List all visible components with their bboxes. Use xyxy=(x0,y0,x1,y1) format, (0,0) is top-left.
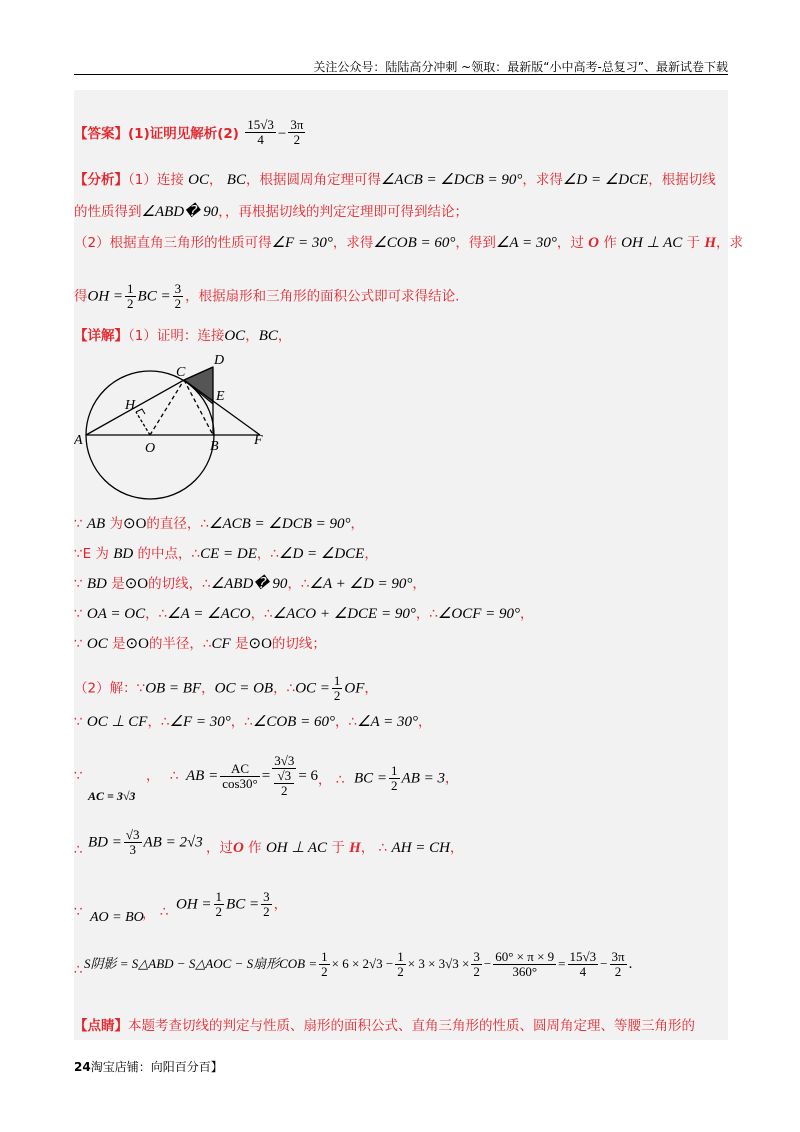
proof-line-2: ∵E 为 BD 的中点，∴CE = DE，∴∠D = ∠DCE， xyxy=(74,546,378,562)
label-d: D xyxy=(214,353,225,368)
part2-line-1: （2）解：∵OB = BF，OC = OB，∴OC = $\frac{1}{2}$ OF， xyxy=(74,673,378,703)
detail-label: 【详解】 xyxy=(74,328,128,344)
page-footer xyxy=(74,1058,223,1075)
label-a: A xyxy=(74,433,83,448)
label-h: H xyxy=(125,398,136,413)
proof-line-1: ∵ AB 为⊙O的直径，∴∠ACB = ∠DCB = 90°， xyxy=(74,516,364,532)
proof-line-3: ∵ BD 是⊙O的切线，∴∠ABD� 90，∴∠A + ∠D = 90°， xyxy=(74,576,426,592)
page-number: 24 xyxy=(74,1060,91,1074)
comment-line xyxy=(74,1016,695,1036)
answer-minus: − xyxy=(277,126,287,142)
answer-text: (1)证明见解析(2) xyxy=(128,126,239,142)
comment-label: 【点睛】 xyxy=(74,1018,128,1034)
page-header: 关注公众号：陆陆高分冲刺 ~领取：最新版“小中高考-总复习”、最新试卷下载 xyxy=(313,60,728,74)
line-oh xyxy=(136,412,150,435)
line-oc xyxy=(150,380,184,435)
analysis-line-3: （2）根据直角三角形的性质可得∠F = 30°，求得∠COB = 60°，得到∠A = 30°，过 O 作 OH ⊥ AC 于 H，求 xyxy=(74,235,744,251)
comment-text: 本题考查切线的判定与性质、扇形的面积公式、直角三角形的性质、圆周角定理、等腰三角形的 xyxy=(128,1018,695,1034)
header-divider xyxy=(74,74,728,75)
label-c: C xyxy=(176,365,186,380)
analysis-line-4: 得OH = $\frac{1}{2}$ BC = $\frac{3}{2}$ ，根据扇形和三角形的面积公式即可求得结论. xyxy=(74,281,460,311)
analysis-line-1: 【分析】（1）连接 OC， BC，根据圆周角定理可得∠ACB = ∠DCB = 90°，求得∠D = ∠DCE，根据切线 xyxy=(74,172,716,188)
answer-fraction-2: $\frac{3\pi}{2}$ xyxy=(290,117,304,147)
detail-line-1: 【详解】（1）证明：连接OC，BC， xyxy=(74,328,292,344)
analysis-label: 【分析】 xyxy=(74,172,128,188)
answer-label: 【答案】 xyxy=(74,126,128,142)
label-f: F xyxy=(254,433,263,448)
label-e: E xyxy=(216,389,225,404)
proof-line-4: ∵ OA = OC，∴∠A = ∠ACO，∴∠ACO + ∠DCE = 90°，∴∠OCF = 90°， xyxy=(74,606,534,622)
geometry-figure xyxy=(74,352,274,502)
label-o: O xyxy=(145,441,156,456)
label-b: B xyxy=(210,439,219,454)
answer-line xyxy=(74,118,307,147)
analysis-line-2: 的性质得到∠ABD� 90，，再根据切线的判定定理即可得到结论； xyxy=(74,204,468,220)
part2-line-2: ∵ OC ⊥ CF，∴∠F = 30°，∴∠COB = 60°，∴∠A = 30°， xyxy=(74,714,432,730)
answer-fraction-1: $\frac{15√3}{4}$ xyxy=(247,117,274,147)
proof-line-5: ∵ OC 是⊙O的半径，∴CF 是⊙O的切线； xyxy=(74,636,326,652)
shop-info: 淘宝店铺：向阳百分百】 xyxy=(90,1060,223,1074)
